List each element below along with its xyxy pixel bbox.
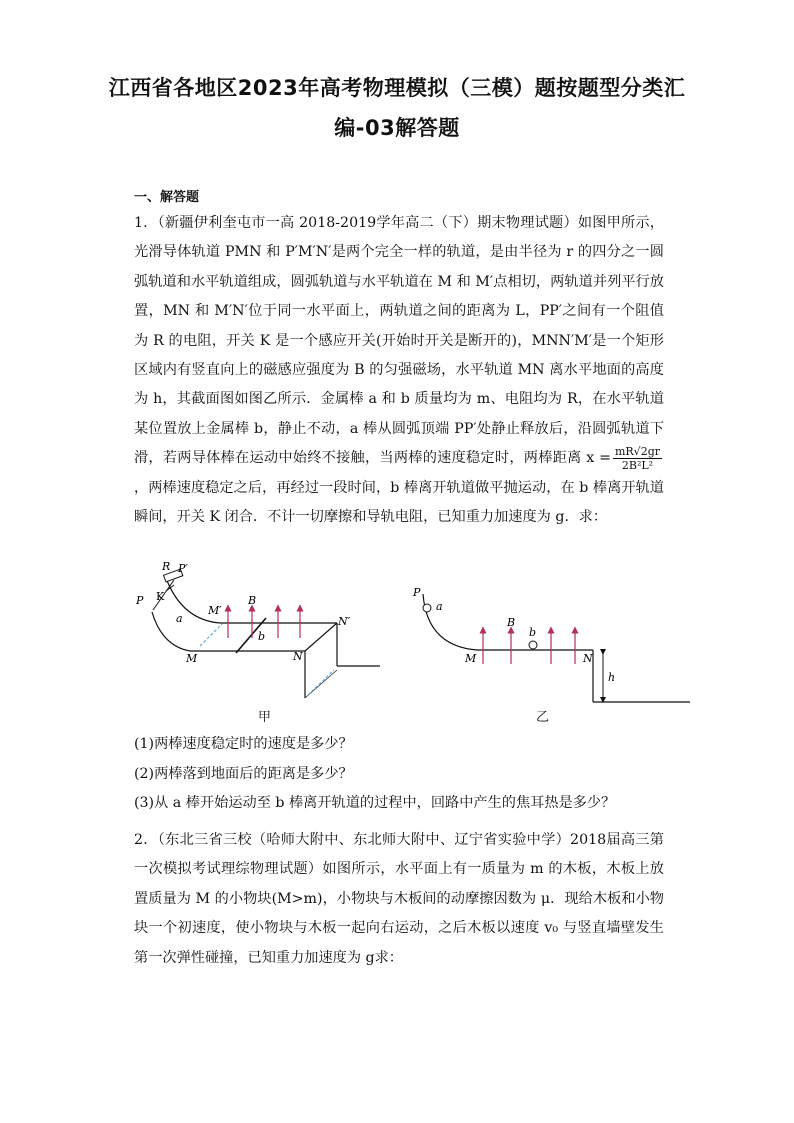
label-a: a (176, 612, 183, 625)
label-P-prime: P′ (178, 562, 188, 575)
formula-denominator: 2B²L² (621, 458, 654, 472)
label-M: M (465, 652, 477, 665)
label-N: N (583, 652, 593, 665)
label-N: N (293, 650, 303, 663)
distance-formula (613, 445, 662, 472)
dashed-line-left (200, 624, 222, 646)
label-P: P (136, 594, 144, 607)
formula-numerator: mR√2gr (614, 444, 660, 458)
label-M-prime: M′ (208, 604, 222, 617)
question-3: (3)从 a 棒开始运动至 b 棒离开轨道的过程中，回路中产生的焦耳热是多少？ (134, 795, 616, 811)
label-K: K (156, 590, 165, 603)
problem-1-text (134, 209, 664, 532)
rod-b-circle (529, 641, 537, 649)
problem-1-text-b: ，两棒速度稳定之后，再经过一段时间，b 棒离开轨道做平抛运动，在 b 棒离开轨道瞬间，开关 K 闭合．不计一切摩擦和导轨电阻，已知重力加速度为 g．求： (134, 479, 664, 526)
problem-1-text-a: 1．（新疆伊利奎屯市一高 2018-2019学年高二（下）期末物理试题）如图甲所示，光滑导体轨道 PMN 和 P′M′N′是两个完全一样的轨道，是由半径为 r 的四分之一圆弧轨道和水平轨道组成，圆弧轨道与水平轨道在 M 和 M′点相切，两轨道并列平行放置，MN 和 M′N′位于同一水平面上，两轨道之间的距离为 L，PP′之间有一个阻值为 R 的电阻，开关 K 是一个感应开关(开始时开关是断开的)，MNN′M′是一个矩形区域内有竖直向上的磁感应强度为 B 的匀强磁场，水平轨道 MN 离水平地面的高度为 h，其截面图如图乙所示．金属棒 a 和 b 质量均为 m、电阻均为 R，在水平轨道某位置放上金属棒 b，静止不动，a 棒从圆弧顶端 PP′处静止释放后，沿圆弧轨道下滑，若两导体棒在运动中始终不接触，当两棒的速度稳定时，两棒距离 x = (134, 215, 664, 467)
problem-2-text: 2．（东北三省三校（哈师大附中、东北师大附中、辽宁省实验中学）2018届高三第一次模拟考试理综物理试题）如图所示，水平面上有一质量为 m 的木板，木板上放置质量为 M 的小物块(M>m)，小物块与木板间的动摩擦因数为 μ．现给木板和小物块一个初速度，使小物块与木板一起向右运动，之后木板以速度 v₀ 与竖直墙壁发生第一次弹性碰撞，已知重力加速度为 g求： (134, 832, 664, 966)
question-2: (2)两棒落到地面后的距离是多少？ (134, 766, 353, 782)
section-heading: 一、解答题 (134, 190, 200, 205)
figure-jia-caption: 甲 (258, 710, 272, 725)
label-a: a (436, 600, 443, 613)
dashed-line-right (308, 670, 334, 695)
figure-jia (130, 558, 380, 708)
label-B: B (248, 594, 257, 607)
document-title-line1: 江西省各地区2023年高考物理模拟（三模）题按题型分类汇 (108, 76, 686, 100)
label-b: b (258, 630, 266, 643)
figure-yi-caption: 乙 (536, 710, 550, 725)
question-1: (1)两棒速度稳定时的速度是多少？ (134, 736, 353, 752)
label-h: h (608, 671, 616, 684)
label-P: P (413, 586, 421, 599)
document-title-line2: 编-03解答题 (334, 116, 460, 140)
profile-arc (423, 594, 477, 650)
figure-yi (405, 580, 690, 705)
label-b: b (529, 626, 537, 639)
rail-arc-front (152, 612, 190, 651)
label-B: B (507, 616, 516, 629)
label-N-prime: N′ (338, 615, 351, 628)
label-R: R (162, 560, 171, 573)
rod-a-circle (423, 604, 431, 612)
label-M: M (186, 652, 198, 665)
